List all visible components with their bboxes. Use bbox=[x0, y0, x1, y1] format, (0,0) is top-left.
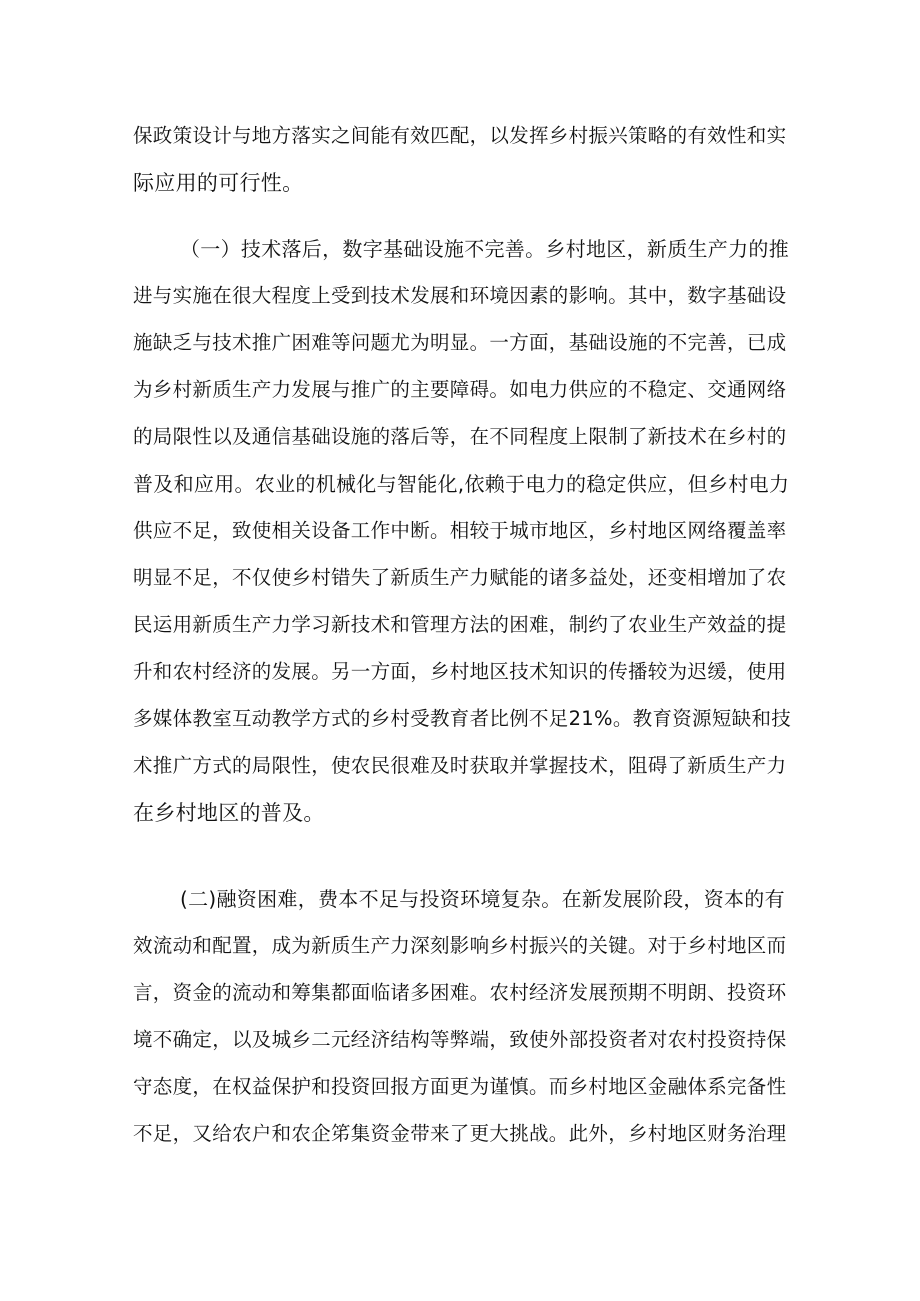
text-line: 不足，又给农户和农企笫集资金带来了更大挑战。此外，乡村地区财务治理 bbox=[133, 1122, 787, 1145]
text-line: 供应不足，致使相关设备工作中断。相较于城市地区，乡村地区网络覆盖率 bbox=[133, 519, 787, 542]
text-line: 守态度，在权益保护和投资回报方面更为谨慎。而乡村地区金融体系完备性 bbox=[133, 1075, 787, 1098]
text-line: 多媒体教室互动教学方式的乡村受教育者比例不足21%。教育资源短缺和技 bbox=[133, 707, 792, 730]
text-line: 言，资金的流动和筹集都面临诸多困难。农村经济发展预期不明朗、投资环 bbox=[133, 981, 787, 1004]
text-line: 保政策设计与地方落实之间能有效匹配，以发挥乡村振兴策略的有效性和实 bbox=[133, 124, 787, 147]
text-line: 际应用的可行性。 bbox=[133, 171, 304, 195]
text-line: 境不确定，以及城乡二元经济结构等弊端，致使外部投资者对农村投资持保 bbox=[133, 1028, 787, 1051]
text-line: 效流动和配置，成为新质生产力深刻影响乡村振兴的关键。对于乡村地区而 bbox=[133, 934, 787, 957]
text-line: 术推广方式的局限性，使农民很难及时获取并掌握技术，阻碍了新质生产力 bbox=[133, 754, 787, 777]
text-line: 施缺乏与技术推广困难等问题尤为明显。一方面，基础设施的不完善，已成 bbox=[133, 331, 787, 354]
text-line: 明显不足，不仅使乡村错失了新质生产力赋能的诸多益处，还变相增加了农 bbox=[133, 566, 787, 589]
text-line: （一）技术落后，数字基础设施不完善。乡村地区，新质生产力的推 bbox=[180, 237, 789, 261]
text-line: 升和农村经济的发展。另一方面，乡村地区技术知识的传播较为迟缓，使用 bbox=[133, 660, 787, 683]
text-line: (二)融资困难，费本不足与投资环境复杂。在新发展阶段，资本的有 bbox=[180, 887, 785, 911]
text-line: 普及和应用。农业的机械化与智能化,依赖于电力的稳定供应，但乡村电力 bbox=[133, 472, 790, 496]
text-line: 进与实施在很大程度上受到技术发展和环境因素的影响。其中，数字基础设 bbox=[133, 284, 787, 307]
text-line: 在乡村地区的普及。 bbox=[133, 801, 325, 825]
text-line: 为乡村新质生产力发展与推广的主要障碍。如电力供应的不稳定、交通网络 bbox=[133, 378, 787, 401]
text-line: 民运用新质生产力学习新技术和管理方法的困难，制约了农业生产效益的提 bbox=[133, 613, 787, 636]
text-line: 的局限性以及通信基础设施的落后等，在不同程度上限制了新技术在乡村的 bbox=[133, 425, 787, 448]
